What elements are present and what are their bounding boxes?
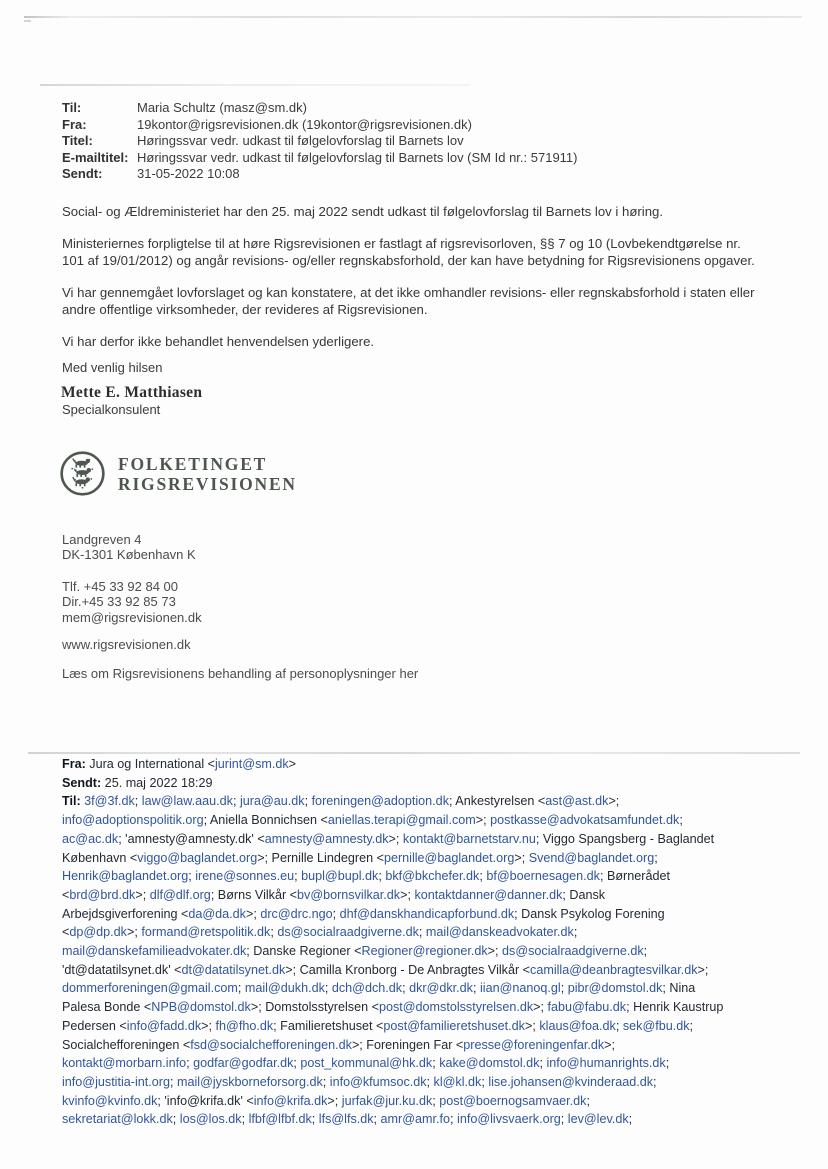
field-value: Høringssvar vedr. udkast til følgelovforslag til Barnets lov (SM Id nr.: 571911) [137,149,578,165]
recipient-text: ; [560,981,568,996]
quoted-line [62,811,812,830]
logo-wordmark [118,454,297,494]
recipient-text: ; Børns Vilkår < [210,887,298,902]
folketinget-rigsrevisionen-logo [59,450,297,497]
quoted-line [62,1073,812,1092]
recipient-text: ; [450,1112,458,1127]
email-link[interactable]: da@da.dk [188,906,246,921]
recipient-text: ; [665,1056,670,1071]
email-link[interactable]: lfs@lfs.dk [318,1112,374,1127]
recipient-text: >; Domstolsstyrelsen < [250,1000,379,1015]
email-link[interactable]: fsd@socialchefforeningen.dk [190,1037,352,1052]
recipient-text: >; [475,813,491,828]
contact-group [62,637,418,652]
email-link[interactable]: fabu@fabu.dk [547,1000,627,1015]
email-link[interactable]: 3f@3f.dk [84,794,135,809]
quoted-line [62,961,812,980]
recipient-text: ; [332,906,340,921]
quoted-line [62,755,812,774]
recipient-text: Arbejdsgiverforening < [62,906,189,921]
recipient-text: ; [378,869,386,884]
recipient-text: ; [324,981,332,996]
email-link[interactable]: mail@danskefamilieadvokater.dk [62,944,247,959]
recipient-text: ; Viggo Spangsberg - Baglandet [535,831,715,846]
recipient-text: ; [188,869,196,884]
recipient-text: ; [539,1056,547,1071]
email-body [62,204,766,366]
email-link[interactable]: fh@fho.dk [215,1018,274,1033]
email-link[interactable]: ds@socialraadgiverne.dk [277,925,419,940]
recipient-text: ; Nina [662,981,696,996]
recipient-text: ; [472,981,480,996]
email-link[interactable]: drc@drc.ngo [260,906,333,921]
recipient-text: >; Pernille Lindegren < [257,850,384,865]
recipient-text: ; [560,1112,568,1127]
quoted-line [62,1054,812,1073]
email-link[interactable]: info@fadd.dk [126,1018,202,1033]
email-link[interactable]: formand@retspolitik.dk [141,925,271,940]
contact-line: www.rigsrevisionen.dk [62,637,191,653]
recipient-text: ; Danske Regioner < [246,944,362,959]
recipient-text: 'dt@datatilsynet.dk' < [62,962,182,977]
recipient-text: >; [400,887,415,902]
recipient-text: ; Henrik Kaustrup [626,1000,724,1015]
quoted-line [62,905,812,924]
email-link[interactable]: jurint@sm.dk [214,757,289,771]
quoted-line [62,867,812,886]
body-paragraph: Vi har gennemgået lovforslaget og kan konstatere, at det ikke omhandler revisions- eller regnskabsforhold i staten eller andre offentlige virksomheder, der revideres af Rigsrevisionen. [62,285,755,317]
email-link[interactable]: lise.johansen@kvinderaad.dk [488,1074,654,1089]
email-link[interactable]: bupl@bupl.dk [301,869,379,884]
email-link[interactable]: dch@dch.dk [331,981,403,996]
email-link[interactable]: camilla@deanbragtesvilkar.dk [530,962,698,977]
contact-line: Dir.+45 33 92 85 73 [62,594,176,610]
recipient-text: ; Dansk Psykolog Forening [514,906,665,921]
quoted-line [62,1036,812,1055]
recipient-text: 25. maj 2022 18:29 [101,775,213,790]
folketinget-seal-icon [59,450,106,497]
recipient-text: ; [426,1074,434,1089]
header-field-row [62,117,578,134]
email-link[interactable]: jura@au.dk [239,794,305,809]
email-link[interactable]: ac@ac.dk [62,831,119,846]
quoted-line [62,774,812,793]
recipient-text: ; [628,1112,633,1127]
email-link[interactable]: lev@lev.dk [567,1112,629,1127]
recipient-text: ; [373,1112,381,1127]
recipient-text: > [288,757,297,771]
email-link[interactable]: post@boernogsamvaer.dk [439,1093,587,1108]
recipient-text: ; [586,1093,590,1108]
recipient-text: >; Camilla Kronborg - De Anbragtes Vilkår < [285,962,531,977]
email-link[interactable]: kake@domstol.dk [439,1056,540,1071]
recipient-text: ; [654,850,658,865]
recipient-text: ; [418,925,426,940]
recipient-text: ; [311,1112,319,1127]
recipient-text: ; [481,1074,489,1089]
email-link[interactable]: law@law.aau.dk [141,794,233,809]
closing-line: Med venlig hilsen [62,360,163,375]
recipient-text: ; [402,981,410,996]
quoted-line [62,1017,812,1036]
contact-block [62,532,418,682]
recipient-text: ; [432,1056,440,1071]
contact-line: DK-1301 København K [62,547,196,563]
recipient-text: ; Aniella Bonnichsen < [203,813,328,828]
recipient-text: Socialchefforeningen < [62,1037,191,1052]
email-link[interactable]: aniellas.terapi@gmail.com [327,813,476,828]
recipient-text: ; [186,1056,194,1071]
recipient-text: ; [643,944,648,959]
field-value: 31-05-2022 10:08 [137,166,240,182]
recipient-text: >; [524,1018,540,1033]
recipient-text: >; [533,1000,548,1015]
recipient-text: >; [245,906,261,921]
email-link[interactable]: dt@datatilsynet.dk [181,962,286,977]
contact-group [62,666,418,681]
email-link[interactable]: Henrik@baglandet.org [62,869,189,884]
recipient-text: Palesa Bonde < [62,1000,152,1015]
email-link[interactable]: foreningen@adoption.dk [311,794,449,809]
email-link[interactable]: godfar@godfar.dk [193,1056,294,1071]
signature-name: Mette E. Matthiasen [61,384,203,401]
recipient-text: >; [604,1037,616,1052]
email-link[interactable]: dp@dp.dk [69,925,127,940]
email-link[interactable]: viggo@baglandet.org [137,850,258,865]
recipient-text: ; 'amnesty@amnesty.dk' < [118,831,265,846]
email-link[interactable]: mail@danskeadvokater.dk [425,925,574,940]
email-link[interactable]: jurfak@jur.ku.dk [341,1093,433,1108]
recipient-text: ; [479,869,487,884]
email-header-fields [62,100,578,183]
email-link[interactable]: info@livsvaerk.org [457,1112,561,1127]
quoted-line [62,979,812,998]
field-value: 19kontor@rigsrevisionen.dk (19kontor@rigsrevisionen.dk) [137,116,472,132]
recipient-text: ; [169,1074,177,1089]
email-link[interactable]: bf@boernesagen.dk [486,869,600,884]
header-field-row [62,133,578,150]
quoted-line [62,1110,812,1129]
recipient-text: ; [679,813,683,828]
quoted-field-label: Sendt: [62,775,102,790]
recipient-text: ; [304,794,312,809]
quoted-line [62,923,812,942]
recipient-text: ; Ankestyrelsen < [449,794,546,809]
email-link[interactable]: Regioner@regioner.dk [361,944,488,959]
signature-title: Specialkonsulent [62,402,161,417]
recipient-text: >; [135,887,150,902]
recipient-text: Pedersen < [62,1018,127,1033]
quoted-field-label: Til: [62,794,81,809]
recipient-text: Jura og International < [85,757,215,771]
email-link[interactable]: sek@fbu.dk [622,1018,690,1033]
contact-line: Landgreven 4 [62,532,142,547]
email-link[interactable]: dlf@dlf.org [149,887,211,902]
email-link[interactable]: kl@kl.dk [433,1074,482,1089]
recipient-text: >; Foreningen Far < [351,1037,464,1052]
recipient-text: >; [388,831,403,846]
quoted-line [62,1092,812,1111]
quoted-email-header [62,755,812,1129]
quoted-line [62,998,812,1017]
email-link[interactable]: Svend@baglandet.org [528,850,655,865]
recipient-text: ; Børnerådet [599,869,670,884]
email-link[interactable]: info@kfumsoc.dk [329,1074,427,1089]
field-label: Titel: [62,133,93,149]
email-link[interactable]: iian@nanoq.gl [479,981,561,996]
email-link[interactable]: post_kommunal@hk.dk [300,1056,433,1071]
recipient-text: ; [653,1074,657,1089]
recipient-text: ; [294,869,302,884]
recipient-text: ; [615,1018,623,1033]
email-link[interactable]: info@krifa.dk [253,1093,328,1108]
email-link[interactable]: kontakt@morbarn.info [62,1056,187,1071]
scan-artifact-line-mid [40,84,470,86]
email-link[interactable]: dhf@danskhandicapforbund.dk [339,906,515,921]
recipient-text: ; [232,794,240,809]
recipient-text: ; [241,1112,249,1127]
recipient-text: ; [322,1074,330,1089]
email-link[interactable]: irene@sonnes.eu [195,869,295,884]
email-link[interactable]: ds@socialraadgiverne.dk [502,944,644,959]
field-label: Til: [62,100,82,115]
recipient-text: >; [697,962,709,977]
quoted-line [62,942,812,961]
recipient-text: ; 'info@krifa.dk' < [157,1093,254,1108]
contact-group [62,532,418,563]
scan-artifact-line-top [24,16,802,18]
email-link[interactable]: info@adoptionspolitik.org [62,813,204,828]
email-link[interactable]: post@familieretshuset.dk [383,1018,525,1033]
body-paragraph: Ministeriernes forpligtelse til at høre Rigsrevisionen er fastlagt af rigsrevisorloven, §§ 7 og 10 (Lovbekendtgørelse nr. 101 af 19/01/2012) og angår revisions- og/eller regnskabsforhold, der kan have betydning for Rigsrevisionens opgaver. [62,236,755,268]
email-link[interactable]: pibr@domstol.dk [567,981,663,996]
email-link[interactable]: kvinfo@kvinfo.dk [62,1093,158,1108]
email-link[interactable]: postkasse@advokatsamfundet.dk [490,813,680,828]
field-value: Høringssvar vedr. udkast til følgelovforslag til Barnets lov [137,133,464,149]
email-link[interactable]: kontaktdanner@danner.dk [414,887,563,902]
email-link[interactable]: mail@jyskborneforsorg.dk [176,1074,323,1089]
email-link[interactable]: dkr@dkr.dk [409,981,473,996]
quoted-line [62,830,812,849]
email-link[interactable]: ast@ast.dk [545,794,609,809]
email-link[interactable]: amr@amr.fo [380,1112,451,1127]
field-label: E-mailtitel: [62,149,129,165]
header-field-row [62,166,578,183]
email-link[interactable]: bv@bornsvilkar.dk [297,887,401,902]
email-link[interactable]: info@humanrights.dk [546,1056,666,1071]
email-link[interactable]: klaus@foa.dk [539,1018,616,1033]
recipient-text: ; [172,1112,180,1127]
quoted-field-label: Fra: [62,757,86,771]
recipient-text: >; [201,1018,216,1033]
email-link[interactable]: bkf@bkchefer.dk [385,869,480,884]
email-link[interactable]: los@los.dk [179,1112,242,1127]
scan-artifact-tick [24,20,31,22]
field-value: Maria Schultz (masz@sm.dk) [137,100,307,115]
contact-line: Tlf. +45 33 92 84 00 [62,578,179,594]
email-link[interactable]: info@justitia-int.org [62,1074,170,1089]
section-divider-line [28,752,800,754]
body-paragraph: Social- og Ældreministeriet har den 25. maj 2022 sendt udkast til følgelovforslag til Barnets lov i høring. [62,204,664,219]
quoted-line [62,792,812,811]
field-label: Sendt: [62,166,103,182]
recipient-text: < [62,925,70,940]
logo-line-rigsrevisionen: RIGSREVISIONEN [118,473,297,494]
recipient-text: København < [62,850,138,865]
header-field-row [62,150,578,167]
email-link[interactable]: sekretariat@lokk.dk [62,1112,173,1127]
logo-line-folketinget: FOLKETINGET [118,453,268,474]
contact-line: Læs om Rigsrevisionens behandling af personoplysninger her [62,666,419,682]
quoted-line [62,886,812,905]
email-link[interactable]: kontakt@barnetstarv.nu [402,831,536,846]
recipient-text: ; Familieretshuset < [273,1018,384,1033]
recipient-text: ; [134,794,142,809]
recipient-text: ; [432,1093,440,1108]
recipient-text: ; [689,1018,694,1033]
recipient-text: >; [608,794,620,809]
recipient-text: >; [126,925,142,940]
recipient-text: ; [573,925,578,940]
recipient-text: >; [514,850,529,865]
recipient-text: ; [293,1056,301,1071]
email-link[interactable]: NPB@domstol.dk [151,1000,251,1015]
recipient-text: ; [237,981,245,996]
recipient-text: ; Dansk [562,887,606,902]
email-link[interactable]: amnesty@amnesty.dk [264,831,389,846]
email-link[interactable]: post@domstolsstyrelsen.dk [378,1000,534,1015]
recipient-text: >; [327,1093,342,1108]
quoted-line [62,849,812,868]
email-link[interactable]: pernille@baglandet.org [383,850,515,865]
email-link[interactable]: lfbf@lfbf.dk [248,1112,312,1127]
email-link[interactable]: dommerforeningen@gmail.com [62,981,238,996]
contact-group [62,579,418,625]
email-link[interactable]: brd@brd.dk [69,887,136,902]
field-label: Fra: [62,116,87,132]
email-link[interactable]: presse@foreningenfar.dk [463,1037,605,1052]
contact-line: mem@rigsrevisionen.dk [62,609,202,625]
recipient-text: >; [487,944,503,959]
header-field-row [62,100,578,117]
body-paragraph: Vi har derfor ikke behandlet henvendelsen yderligere. [62,334,375,350]
recipient-text: < [62,887,70,902]
recipient-text: ; [270,925,278,940]
email-link[interactable]: mail@dukh.dk [244,981,325,996]
